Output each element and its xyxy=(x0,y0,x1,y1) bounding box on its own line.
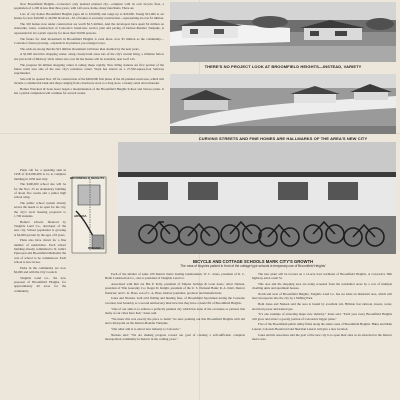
bottom-photo-caption: BICYCLE AND COTTAGE SCHOOLS MARK CITY'S GROWTH xyxy=(192,259,314,264)
mid-photo-caption: CURVING STREETS AND FINE HOMES ARE HALLMARKS OF THE AREA'S NEW CITY xyxy=(198,136,368,141)
paragraph: Tangible Land Co., the new proposal of Broomfield Heights, for approximately 40 acres for the community. xyxy=(14,275,66,293)
article-column-middle xyxy=(105,272,245,400)
paragraph: The $400,000 school site will be for the Nov. 25 an elementary building of about five rooms and a junior high school wing. xyxy=(14,182,66,200)
top-photo-caption: THERE'S NO PROJECT LOOK AT BROOMFIELD HEIGHTS—INSTEAD, VARIETY xyxy=(204,64,362,69)
map-label-arvada: ARVADA xyxy=(74,214,87,218)
map-label-broomfield: BROOMFIELD HEIGHTS xyxy=(70,176,105,180)
paragraph: Associated with him are Hal P. Petty, president of Empire Savings & Loan Assn.; Alvet Nielsen, president of Title Guaranty Co.; Roger D. Knight, president of the U. S. National Bank; R. A. Klatt, Denver financier; and C. K. Haas, son of C. A. Haas, Denver journalist, producer and manufacturer. xyxy=(105,282,245,295)
paragraph: Nielsen said: "We are making progress toward our goal of creating a self-sufficient, complete metropolitan community in Denver in the coming years." xyxy=(105,332,245,341)
paragraph: Each of the smaller of some 100 Denver men's leading businessmen, W. C. Jones, president of R. C. Heidt Construction Co., also is president of Tangible Land Co. xyxy=(105,272,245,281)
paragraph: Parks in the community are now $6,000 and with the City Council. xyxy=(14,265,66,275)
paragraph: "Our other aim is to attract new industry to Colorado." xyxy=(111,326,181,331)
paragraph: Jones and Nielsen, both avid fishing and hunting fans, of Broomfield Sportsmen during the Colorado vacation, had Saturday to a second anniversary interview that they have a doubt fill of Broomfield Heights. xyxy=(105,296,245,305)
paragraph: Five of the Broomfield public utility firms along the entire route of Broomfield Heights. Hikes and Main Lateral, Colorado Boulevard and Sheridan Lateral will give a new location. xyxy=(252,322,392,331)
paragraph: Plans also have drawn for a fine number of sandwiches. Each school building already committed to St. John's Episcopal and Broomfield Methodist the cost of school to be commenced. Each school is now in use. xyxy=(14,238,66,264)
map-label-denver: DENVER xyxy=(88,246,101,250)
paragraph: North and west of Broomfield Heights, Tangible Land Co. has set aside an Industrial area, which will later incorporate into the city by a Milling Park. xyxy=(252,292,392,301)
paragraph: Home's schools financed by Tangible Land Co., developer of the new city. School population is growing at $4,000 percent by the ages of 8 years. xyxy=(14,219,66,237)
street-photo xyxy=(170,74,396,134)
paragraph: The odds are strong that the $15 million investment will more than doubled by the next years. xyxy=(20,46,140,51)
article-column-left-top xyxy=(14,2,164,164)
article-column-right xyxy=(252,272,392,400)
article-column-left-bottom xyxy=(14,168,66,393)
paragraph: "We knew this was exactly the place to build," he said, pointing out that Broomfield Heights with rail and a mid-point on the Denver-Boulder Turnpike. xyxy=(105,316,245,325)
paragraph: "One of our aims is to achieve a perfectly planned city which has none of the overtones or patterns that many of our cities have had," Jones said. xyxy=(105,306,245,315)
paragraph: The progress $4 million shopping center is taking shape rapidly. New tilling stations are first portion of the future retail area side of the new city's residence center. Work has started on a 27,500-square-foot Safeway supermarket. xyxy=(14,62,164,76)
paragraph: This area and the shopping area are being screened from the residential areas by a row of multiple dwelling units and apartment houses. xyxy=(252,282,392,291)
paragraph: Plans call for a spending sum in 1958 of $10,000,000 to be at complete building in 1959 next July. xyxy=(14,168,66,181)
paragraph: "It's one example of attracting major new industry," Jones said. "Each year every Broomfield Heights will grow and attract a goodly portion of Colorado's bigger plans." xyxy=(252,312,392,321)
paragraph: The future for land investment in Broomfield Heights is even more, now $3 million as the community—Colorado's fastest growing—expands in its planned, pre-arranged ways. xyxy=(14,36,164,45)
paragraph: Lots of city homes Broomfield Heights (ages 40 to $10,000) and range up to $20,000. Young $15,000 to set homes for new $20,000 to 40,000 involved—$3 of homes at economy construction—representing an over $1 million. xyxy=(14,12,164,21)
paragraph: Both Jones and Nielsen said the area is bound by excellent rail, Hillside fast railroad, streets, water, electrical power and natural gas. xyxy=(252,302,392,311)
paragraph: Homes Wreckers & Sons dozer began a modernization of the Broomfield Heights School and Terrace plans. It has a partial completion will continue for several weeks. xyxy=(14,87,164,96)
paragraph: New Broomfield Heights—Colorado's only planned planned city—complete with its own bicycle fleet, a population of 1,200 in less than three years, with 140 acres, home, many merchants. There are xyxy=(14,2,164,11)
paragraph: Jones and his associates said the goal of the new city is to open their sites as an attraction in the Denver metro area. xyxy=(252,332,392,341)
bottom-photo-subcaption: The rows of bicycles parked in front of the cottage type schools is temporary use of Broomfield Heights' xyxy=(180,264,326,268)
paragraph: The 100 homes now under construction are worth $2.5 million. And the developers have spent $2 million on sidewalks, water, construction of Colorado's brand-new service plan and paving of Denver-Boulder Turnpike, is represented in tax a plant capacity for more than 50,000 persons. xyxy=(14,22,164,35)
paragraph: Sale will be opened Nov. 28 for construction of the $400,000 first phase of the 20-planned retail area, which will include a commercial bank and shops ranging from a hardware store to a drug store, a beauty salon and restaurant. xyxy=(14,76,164,86)
bicycles-school-photo xyxy=(118,142,396,254)
houses-photo xyxy=(170,2,396,62)
paragraph: The new plant will be located on a 14-acre tract northeast of Broomfield Heights, at Colorado's 36th highway and Lowell St. xyxy=(252,272,392,281)
paragraph: A $1,000 attractive shopping center, along closely-built areas lots of the city's current King, a Zilliarus fellow site just north of Midway. Well, where also over 60 has homes will be available, near Golf 145. xyxy=(14,52,164,61)
paragraph: The public school system already serves the needs to be open for the city, the city's local housing projected to 1,700 students. xyxy=(14,201,66,218)
